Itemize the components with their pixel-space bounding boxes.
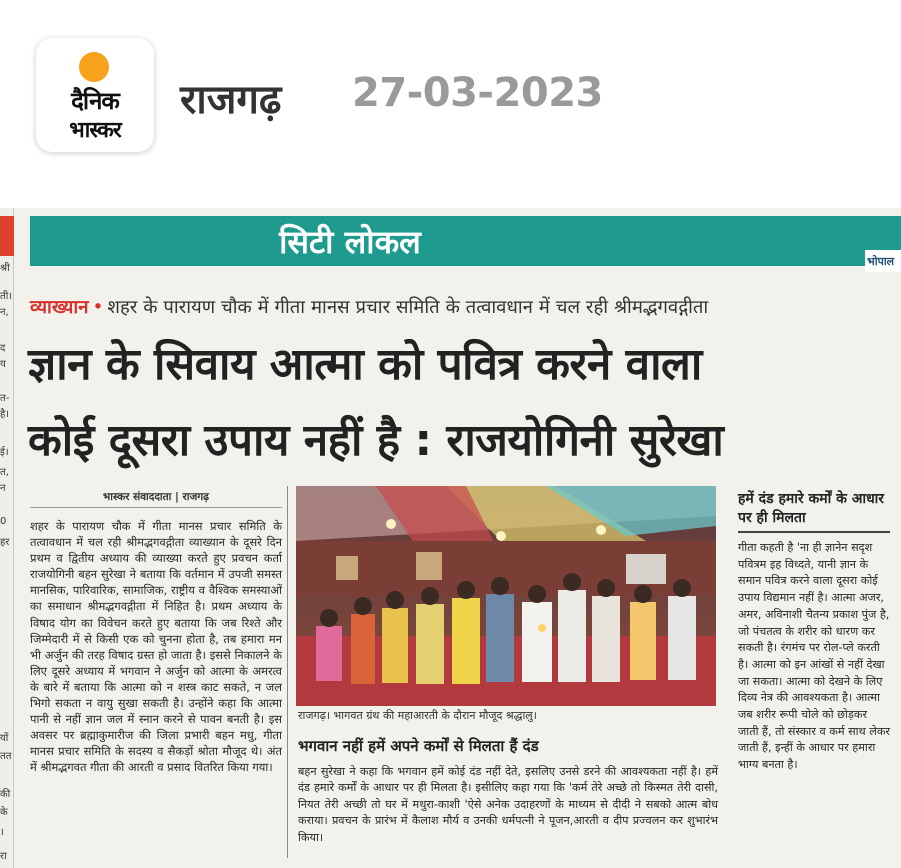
dainik-bhaskar-logo [36,38,154,152]
byline-rule [30,507,282,508]
kicker-text: शहर के पारायण चौक में गीता मानस प्रचार समिति के तत्वावधान में चल रही श्रीमद्भगवद्गीता [107,297,709,318]
section-city-label: भोपाल [865,250,901,272]
adjacent-text-fragment: न, [0,307,9,318]
logo-text-line2: भास्कर [69,118,121,143]
adjacent-text-fragment: य [0,359,6,370]
adjacent-text-fragment: यों [0,733,9,744]
logo-sun-icon [79,52,109,82]
section-band [30,216,901,266]
event-photo [296,486,716,706]
headline-line-2: कोई दूसरा उपाय नहीं है : राजयोगिनी सुरेखा [28,415,724,466]
adjacent-text-fragment: की [0,789,11,800]
section-title: सिटी लोकल [279,223,421,261]
logo-text-line1: दैनिक [71,87,119,115]
article-kicker [30,294,890,319]
adjacent-text-fragment: । [0,827,4,838]
adjacent-text-fragment: द [0,343,6,354]
edition-date: 27-03-2023 [352,70,603,116]
adjacent-text-fragment: ती। [0,291,13,302]
adjacent-text-fragment: 0 [0,516,7,527]
event-photo-illustration [296,486,716,706]
sidebar-rule [738,531,890,533]
adjacent-column-strip [0,208,14,868]
adjacent-text-fragment: हर [0,537,10,548]
adjacent-text-fragment: श्री [0,263,10,274]
adjacent-text-fragment: ई। [0,447,9,458]
adjacent-text-fragment: के [0,807,8,818]
article-body-left: शहर के पारायण चौक में गीता मानस प्रचार समिति के तत्वावधान में चल रही श्रीमद्भगवद्गीता व्याख्यान के दूसरे दिन प्रथम व द्वितीय अध्याय की व्याख्या करते हुए प्रवचन कर्ता राजयोगिनी बहन सुरेखा ने बताया कि वर्तमान में उपजी समस्त मानसिक, पारिवारिक, सामाजिक, राष्ट्रीय व वैश्विक समस्याओं का समाधान श्रीमद्भगवद्गीता में निहित है। प्रथम अध्याय के विषाद योग का विवेचन करते हुए बताया कि जब रिश्ते और जिम्मेदारी में से किसी एक को चुनना होता है, तब हमारा मन भी अर्जुन की तरह विषाद ग्रस्त हो जाता है। इससे निकालने के लिए दूसरे अध्याय में भगवान ने अर्जुन को आत्मा के अमरत्व के बारे में बताया कि आत्मा को न शस्त्र काट सकते, न जल भिगो सकता न वायु सुखा सकती है। उन्होंने कहा कि आत्मा पानी से नहीं ज्ञान जल में स्नान करने से पावन बनती है। इस अवसर पर ब्रह्माकुमारीज की जिला प्रभारी बहन मधु, गीता मानस प्रचार समिति के सदस्य व सैकड़ों श्रोता मौजूद थे। अंत में श्रीमद्भगवत गीता की आरती व प्रसाद वितरित किया गया। [30,519,282,775]
kicker-tag: व्याख्यान [30,297,89,318]
sidebar-heading: हमें दंड हमारे कर्मों के आधार पर ही मिलता [738,491,885,526]
newspaper-page [0,208,901,868]
adjacent-text-fragment: त- [0,393,10,404]
column-divider [287,486,288,858]
sub-heading: भगवान नहीं हमें अपने कर्मों से मिलता हैं दंड [298,737,539,755]
article-body-center: बहन सुरेखा ने कहा कि भगवान हमें कोई दंड नहीं देते, इसलिए उनसे डरने की आवश्यकता नहीं है। हमें दंड हमारे कर्मों के आधार पर ही मिलता है। इसीलिए कहा गया कि 'कर्म तेरे अच्छे तो किस्मत तेरी दासी, नियत तेरी अच्छी तो घर में मथुरा-काशी 'ऐसे अनेक उदाहरणों के माध्यम से दीदी ने सबको आत्म बोध कराया। प्रवचन के प्रारंभ में कैलाश मौर्य व उनकी धर्मपत्नी ने पूजन,आरती व दीप प्रज्वलन कर शुभारंभ किया। [298,765,718,844]
adjacent-text-fragment: त, [0,467,9,478]
adjacent-text-fragment: न [0,483,6,494]
headline-line-1: ज्ञान के सिवाय आत्मा को पवित्र करने वाला [28,339,702,390]
edition-city: राजगढ़ [180,77,282,123]
adjacent-text-fragment: तत [0,751,12,762]
adjacent-red-box [0,216,14,256]
byline: भास्कर संवाददाता | राजगढ़ [102,491,210,503]
sidebar-text: गीता कहती है 'ना ही ज्ञानेन सदृश पवित्रम इह विध्दते, यानी ज्ञान के समान पवित्र करने वाला दूसरा कोई उपाय विद्यमान नहीं है। आत्मा अजर, अमर, अविनाशी चैतन्य प्रकाश पुंज है, जो पंचतत्व के शरीर को धारण कर सकती है। रंगमंच पर रोल-प्ले करती है। आत्मा को इन आंखों से नहीं देखा जा सकता। आत्मा को देखने के लिए दिव्य नेत्र की आवश्यकता है। आत्मा जब शरीर रूपी चोले को छोड़कर जाती हैं, तो संस्कार व कर्म साथ लेकर जाती हैं, इन्हीं के आधार पर हमारा भाग्य बनता है। [738,541,890,772]
adjacent-text-fragment: रा [0,851,7,862]
photo-caption: राजगढ़। भागवत ग्रंथ की महाआरती के दौरान मौजूद श्रद्धालु। [298,709,537,722]
adjacent-text-fragment: है। [0,409,10,420]
kicker-bullet-icon: • [92,297,104,318]
